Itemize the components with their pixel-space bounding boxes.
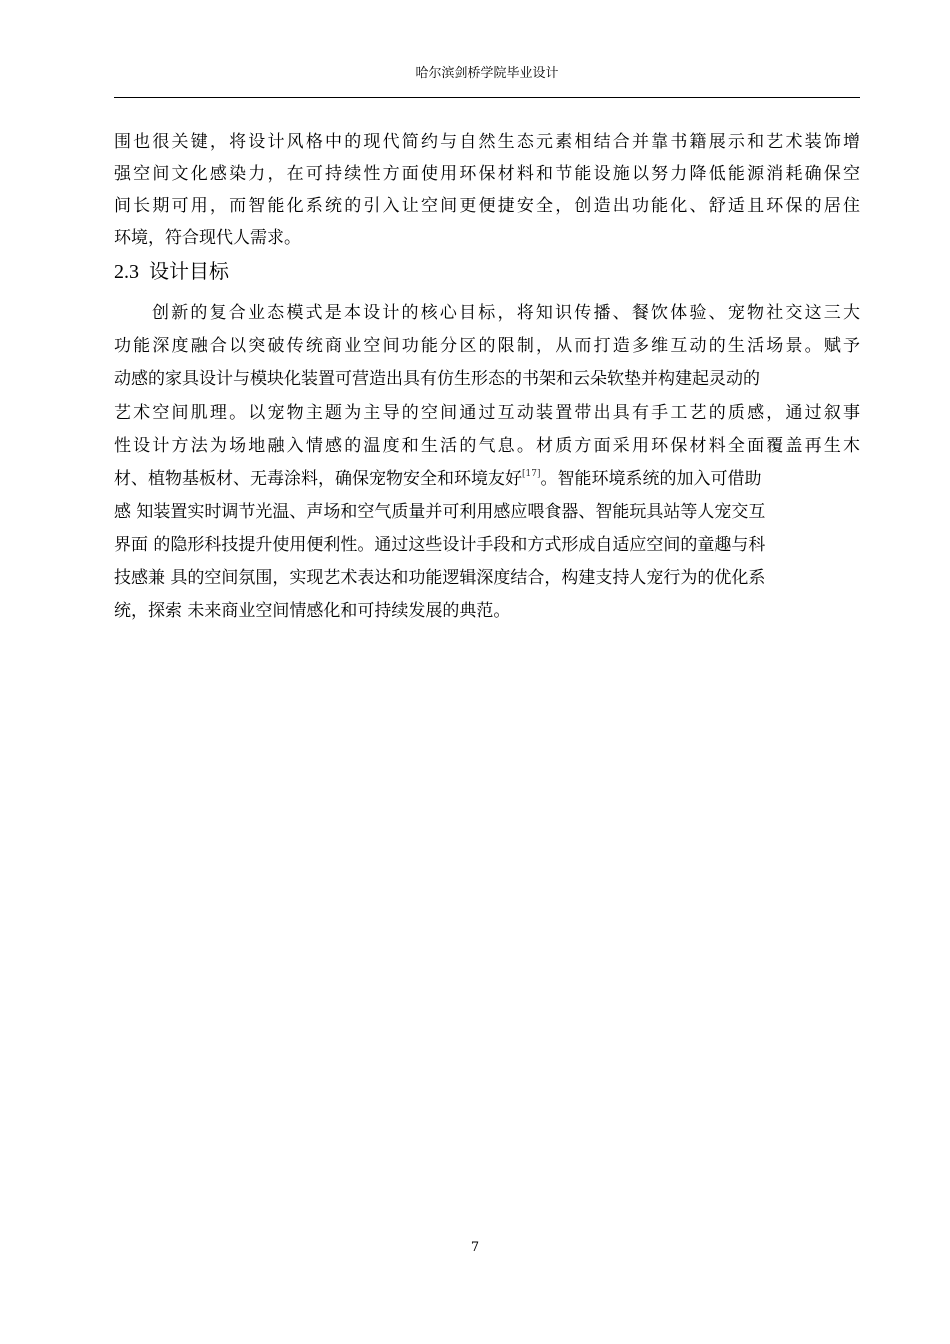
paragraph-line: 感 知装置实时调节光温、声场和空气质量并可利用感应喂食器、智能玩具站等人宠交互 [114, 502, 766, 522]
paragraph-line: 动感的家具设计与模块化装置可营造出具有仿生形态的书架和云朵软垫并构建起灵动的 [114, 369, 760, 389]
paragraph-line: 创新的复合业态模式是本设计的核心目标，将知识传播、餐饮体验、宠物社交这三大 [152, 303, 860, 323]
paragraph-line: 围也很关键，将设计风格中的现代简约与自然生态元素相结合并靠书籍展示和艺术装饰增 [114, 132, 860, 152]
paragraph-line: 环境，符合现代人需求。 [114, 228, 301, 248]
header-divider [114, 97, 860, 98]
paragraph-line: 强空间文化感染力，在可持续性方面使用环保材料和节能设施以努力降低能源消耗确保空 [114, 164, 860, 184]
paragraph-line: 功能深度融合以突破传统商业空间功能分区的限制，从而打造多维互动的生活场景。赋予 [114, 336, 860, 356]
paragraph-line-with-citation [114, 469, 860, 489]
citation-line-after: 。智能环境系统的加入可借助 [540, 469, 762, 489]
paragraph-line: 间长期可用，而智能化系统的引入让空间更便捷安全，创造出功能化、舒适且环保的居住 [114, 196, 860, 216]
section-heading [114, 258, 229, 285]
paragraph-line: 性设计方法为场地融入情感的温度和生活的气息。材质方面采用环保材料全面覆盖再生木 [114, 436, 860, 456]
page-number: 7 [470, 1240, 480, 1255]
paragraph-line: 艺术空间肌理。以宠物主题为主导的空间通过互动装置带出具有手工艺的质感，通过叙事 [114, 403, 860, 423]
paragraph-line: 界面 的隐形科技提升使用便利性。通过这些设计手段和方式形成自适应空间的童趣与科 [114, 535, 766, 555]
section-title: 设计目标 [149, 259, 229, 283]
citation-line-before: 材、植物基板材、无毒涂料，确保宠物安全和环境友好 [114, 469, 522, 489]
citation-ref: [17] [522, 469, 541, 479]
section-number: 2.3 [114, 261, 139, 283]
paragraph-line: 统，探索 未来商业空间情感化和可持续发展的典范。 [114, 601, 511, 621]
running-header: 哈尔滨剑桥学院毕业设计 [415, 66, 559, 81]
paragraph-line: 技感兼 具的空间氛围，实现艺术表达和功能逻辑深度结合，构建支持人宠行为的优化系 [114, 568, 766, 588]
